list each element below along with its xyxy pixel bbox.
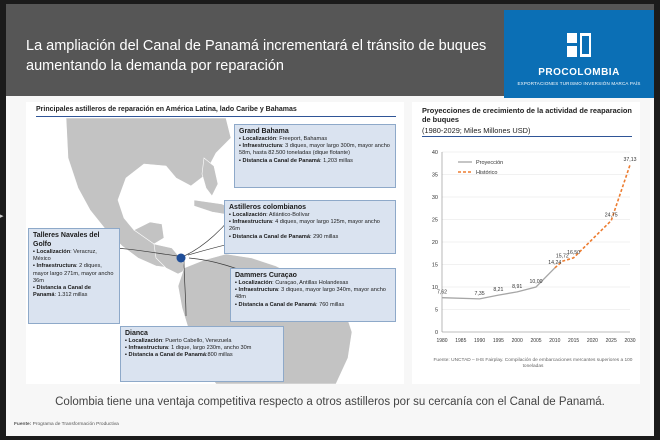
brand-block (504, 10, 654, 98)
slide-title: La ampliación del Canal de Panamá incrementará el tránsito de buques aumentando la demanda por reparación (26, 38, 487, 74)
x-tick-label: 2010 (549, 338, 561, 344)
legend-label: Proyección (476, 160, 504, 166)
x-tick-label: 1990 (474, 338, 486, 344)
shipyard-title: Grand Bahama (239, 128, 289, 135)
brand-tagline: EXPORTACIONES TURISMO INVERSIÓN MARCA PAÍS (517, 81, 641, 86)
shipyard-box-astilleros-colombianos: Astilleros colombianos ▪ Localización: Atlántico-Bolívar ▪ Infraestructura: 4 diques, mayor largo 125m, mayor ancho 26m ▪ Distancia a Canal de Panamá: 290 millas (224, 200, 396, 254)
slide (6, 4, 654, 436)
y-tick-label: 20 (431, 240, 438, 246)
data-label: 15,72 (555, 253, 569, 260)
data-label: 14,24 (548, 259, 562, 266)
data-label: 8,91 (512, 283, 523, 290)
data-label: 24,75 (604, 212, 618, 219)
map-title: Principales astilleros de reparación en América Latina, lado Caribe y Bahamas (36, 106, 297, 113)
side-arrow-icon: ▸ (0, 213, 4, 220)
y-tick-label: 15 (431, 262, 438, 269)
x-tick-label: 2015 (568, 338, 580, 344)
x-tick-label: 1985 (455, 338, 467, 344)
shipyard-box-grand-bahama: Grand Bahama ▪ Localización: Freeport, Bahamas ▪ Infraestructura: 3 diques, mayor largo 300m, mayor ancho 58m, hasta 82.500 toneladas (dique flotante) ▪ Distancia a Canal de Panamá: 1,203 millas (234, 124, 396, 188)
x-tick-label: 2000 (511, 338, 523, 344)
shipyard-title: Dianca (125, 330, 148, 337)
chart-panel (412, 102, 640, 384)
data-label: 7,62 (436, 289, 448, 296)
chart-subtitle: (1980-2029; Miles Millones USD) (422, 126, 531, 135)
chart-title: Proyecciones de crecimiento de la actividad de reaparacion de buques (422, 106, 632, 124)
shipyard-title: Dammers Curaçao (235, 272, 297, 279)
shipyard-box-dianca: Dianca ▪ Localización: Puerto Cabello, Venezuela ▪ Infraestructura: 1 dique, largo 230m, ancho 30m ▪ Distancia a Canal de Panamá:800 millas (120, 326, 284, 382)
procolombia-logo-icon (566, 32, 592, 58)
shipyard-title: Talleres Navales del Golfo (33, 232, 100, 248)
shipyard-box-dammers-curacao: Dammers Curaçao ▪ Localización: Curaçao, Antillas Holandesas ▪ Infraestructura: 3 diques, mayor largo 340m, mayor ancho 48m ▪ Distancia a Canal de Panamá: 760 millas (230, 268, 396, 322)
y-tick-label: 5 (434, 307, 438, 314)
data-label: 7,35 (474, 290, 485, 297)
map-panel (26, 102, 404, 384)
shipyard-box-talleres-navales: Talleres Navales del Golfo ▪ Localización: Veracruz, México ▪ Infraestructura: 2 diques, mayor largo 271m, mayor ancho 36m ▪ Distancia a Canal de Panamá: 1.312 millas (28, 228, 120, 324)
chart-source: Fuente: UNCTAD – IHS Fairplay. Compilación de embarcaciones mercantes superiores a 100 toneladas (433, 358, 633, 369)
map-title-rule (36, 116, 396, 117)
x-tick-label: 2025 (605, 338, 617, 344)
growth-line-chart (412, 102, 640, 356)
legend-label: Histórico (476, 170, 498, 176)
y-tick-label: 35 (431, 172, 438, 179)
shipyard-title: Astilleros colombianos (229, 204, 307, 211)
data-label: 10,00 (529, 279, 543, 285)
land-florida (202, 158, 218, 196)
y-tick-label: 30 (431, 195, 438, 201)
data-label: 8,21 (493, 287, 504, 294)
y-tick-label: 40 (431, 150, 438, 156)
brand-name: PROCOLOMBIA (538, 67, 620, 78)
slide-footnote: Fuente: Programa de Transformación Productiva (14, 422, 119, 427)
panama-canal-marker (177, 254, 186, 263)
slide-caption: Colombia tiene una ventaja competitiva respecto a otros astilleros por su cercanía con el Canal de Panamá. (55, 396, 605, 408)
data-label: 16,50 (567, 249, 581, 256)
data-label: 37,13 (623, 156, 637, 163)
x-tick-label: 1980 (436, 338, 448, 344)
y-tick-label: 25 (431, 217, 438, 224)
y-tick-label: 0 (434, 330, 438, 336)
x-tick-label: 1995 (492, 338, 504, 344)
y-tick-label: 10 (431, 285, 438, 291)
x-tick-label: 2030 (624, 338, 636, 344)
x-tick-label: 2020 (586, 338, 598, 344)
x-tick-label: 2005 (530, 338, 542, 344)
